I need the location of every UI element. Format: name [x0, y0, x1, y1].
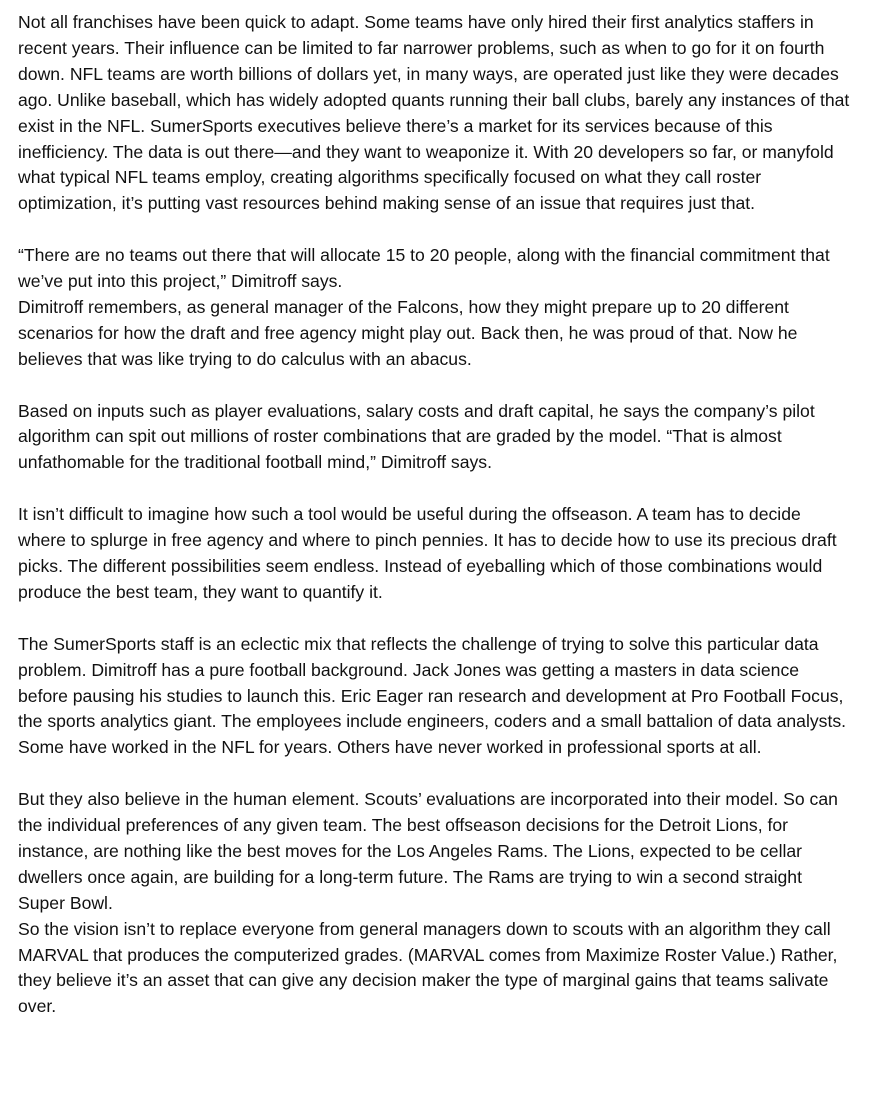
paragraph-pilot-algorithm: Based on inputs such as player evaluations, salary costs and draft capital, he says the company’s pilot algorithm can spit out millions of roster combinations that are graded by the model. “That is almost unfathomable for the traditional football mind,” Dimitroff says.: [18, 400, 815, 473]
paragraph-offseason-tool: It isn’t difficult to imagine how such a tool would be useful during the offseason. A team has to decide where to splurge in free agency and where to pinch pennies. It has to decide how to use its precious draft picks. The different possibilities seem endless. Instead of eyeballing which of those combinations would produce the best team, they want to quantify it.: [18, 504, 837, 602]
paragraph-staff-mix: The SumerSports staff is an eclectic mix that reflects the challenge of trying to solve this particular data problem. Dimitroff has a pure football background. Jack Jones was getting a masters in data science before pausing his studies to launch this. Eric Eager ran research and development at Pro Football Focus, the sports analytics giant. The employees include engineers, coders and a small battalion of data analysts. Some have worked in the NFL for years. Others have never worked in professional sports at all.: [18, 633, 847, 758]
paragraph-falcons-scenarios: Dimitroff remembers, as general manager of the Falcons, how they might prepare up to 20 different scenarios for how the draft and free agency might play out. Back then, he was proud of that. Now he believes that was like trying to do calculus with an abacus.: [18, 296, 798, 369]
paragraph-human-element: But they also believe in the human element. Scouts’ evaluations are incorporated into their model. So can the individual preferences of any given team. The best offseason decisions for the Detroit Lions, for instance, are nothing like the best moves for the Los Angeles Rams. The Lions, expected to be cellar dwellers once again, are building for a long-term future. The Rams are trying to win a second straight Super Bowl.: [18, 789, 838, 913]
article-body: [18, 10, 852, 1046]
paragraph-marval-vision: So the vision isn’t to replace everyone from general managers down to scouts with an algorithm they call MARVAL that produces the computerized grades. (MARVAL comes from Maximize Roster Value.) Rather, they believe it’s an asset that can give any decision maker the type of marginal gains that teams salivate over.: [18, 918, 838, 1017]
paragraph-dimitroff-quote: “There are no teams out there that will allocate 15 to 20 people, along with the financial commitment that we’ve put into this project,” Dimitroff says.: [18, 245, 830, 292]
paragraph-franchises-adapt: Not all franchises have been quick to adapt. Some teams have only hired their first analytics staffers in recent years. Their influence can be limited to far narrower problems, such as when to go for it on fourth down. NFL teams are worth billions of dollars yet, in many ways, are operated just like they were decades ago. Unlike baseball, which has widely adopted quants running their ball clubs, barely any instances of that exist in the NFL. SumerSports executives believe there’s a market for its services because of this inefficiency. The data is out there—and they want to weaponize it. With 20 developers so far, or manyfold what typical NFL teams employ, creating algorithms specifically focused on what they call roster optimization, it’s putting vast resources behind making sense of an issue that requires just that.: [18, 12, 850, 214]
